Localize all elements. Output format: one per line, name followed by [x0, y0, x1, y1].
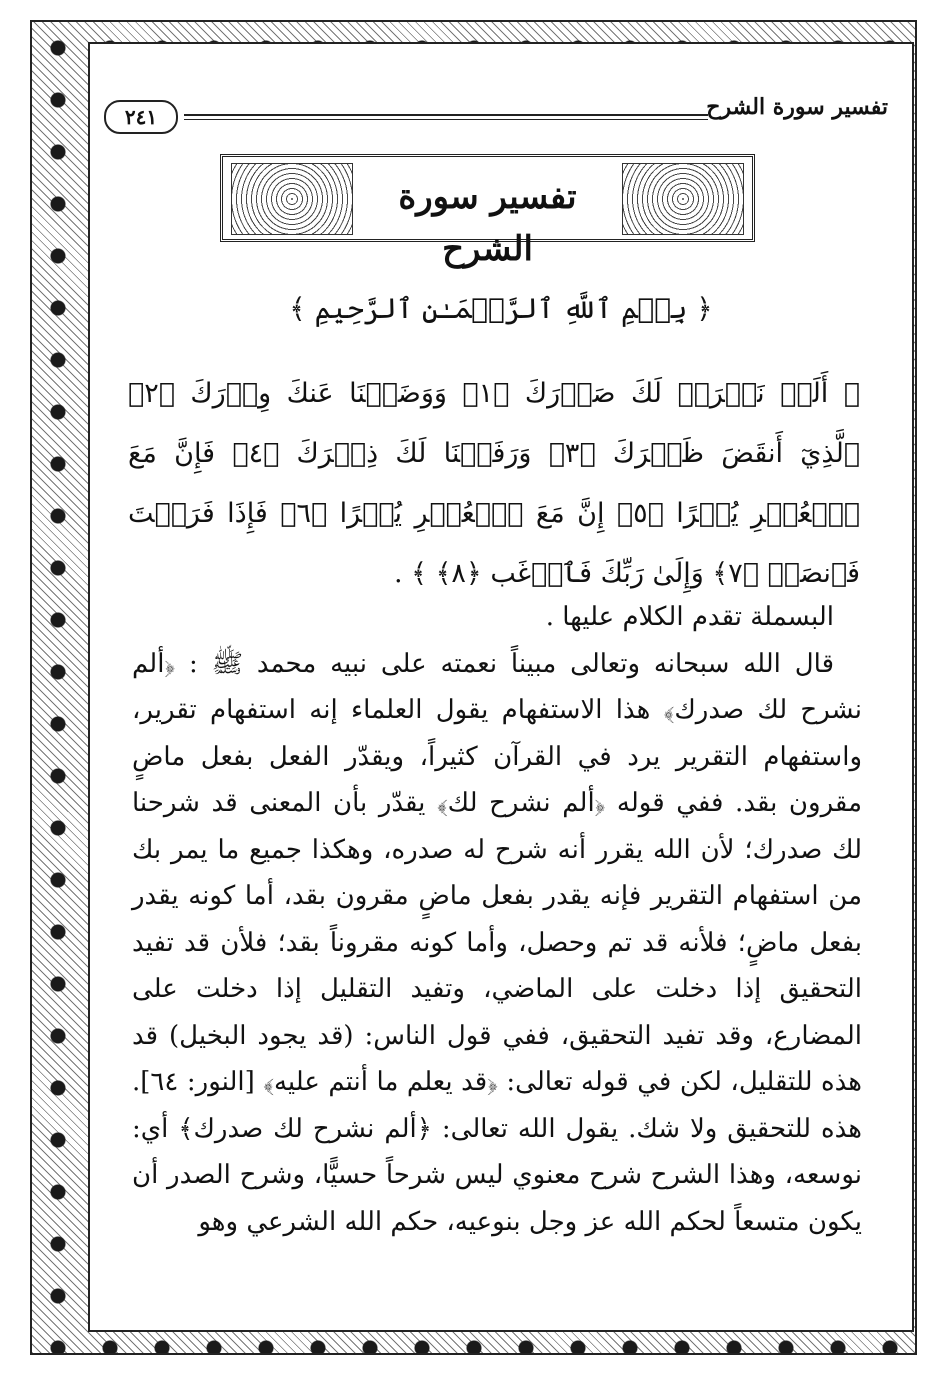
- arabesque-ornament-icon: [231, 163, 353, 235]
- basmala: ﴿ بِسۡمِ ٱللَّهِ ٱلرَّحۡمَـٰنِ ٱلرَّحِيمِ ﴾: [289, 292, 713, 325]
- quran-verses: ﴿ أَلَمۡ نَشۡرَحۡ لَكَ صَدۡرَكَ ﴿١﴾ وَوَضَعۡنَا عَنكَ وِزۡرَكَ ﴿٢﴾ ٱلَّذِيٓ أَنقَضَ ظَهۡرَكَ ﴿٣﴾ وَرَفَعۡنَا لَكَ ذِكۡرَكَ ﴿٤﴾ فَإِنَّ مَعَ ٱلۡعُسۡرِ يُسۡرًا ﴿٥﴾ إِنَّ مَعَ ٱلۡعُسۡرِ يُسۡرًا ﴿٦﴾ فَإِذَا فَرَغۡتَ فَٱنصَبۡ ﴿٧﴾ وَإِلَىٰ رَبِّكَ فَٱرۡغَب ﴿٨﴾ ﴾ .: [128, 378, 861, 589]
- paragraph: قال الله سبحانه وتعالى مبيناً نعمته على نبيه محمد ﷺ : ﴿ألم نشرح لك صدرك﴾ هذا الاستفهام يقول العلماء إنه استفهام تقرير، واستفهام التقرير يرد في القرآن كثيراً، ويقدّر الفعل بفعل ماضٍ مقرون بقد. ففي قوله ﴿ألم نشرح لك﴾ يقدّر بأن المعنى قد شرحنا لك صدرك؛ لأن الله يقرر أنه شرح له صدره، وهكذا جميع ما يمر بك من استفهام التقرير فإنه يقدر بفعل ماضٍ مقرون بقد، أما كونه يقدر بفعل ماضٍ؛ فلأنه قد تم وحصل، وأما كونه مقروناً بقد؛ فلأن قد تفيد التحقيق إذا دخلت على الماضي، وتفيد التقليل إذا دخلت على المضارع، وقد تفيد التحقيق، ففي قول الناس: (قد يجود البخيل) قد هذه للتقليل، لكن في قوله تعالى: ﴿قد يعلم ما أنتم عليه﴾ [النور: ٦٤]. هذه للتحقيق ولا شك. يقول الله تعالى: ﴿ألم نشرح لك صدرك﴾ أي: نوسعه، وهذا الشرح شرح معنوي ليس شرحاً حسيًّا، وشرح الصدر أن يكون متسعاً لحكم الله عز وجل بنوعيه، حكم الله الشرعي وهو: [132, 648, 862, 1237]
- surah-title-box: [220, 154, 755, 269]
- paragraph: البسملة تقدم الكلام عليها .: [545, 602, 834, 632]
- page-header: [104, 90, 898, 130]
- running-title: تفسير سورة الشرح: [706, 94, 888, 120]
- surah-title: تفسير سورة الشرح: [398, 177, 577, 269]
- page-number: ٢٤١: [104, 100, 178, 134]
- page-content: [88, 42, 914, 1332]
- arabesque-ornament-icon: [622, 163, 744, 235]
- commentary-text: [132, 594, 862, 1245]
- header-rule: [184, 114, 708, 120]
